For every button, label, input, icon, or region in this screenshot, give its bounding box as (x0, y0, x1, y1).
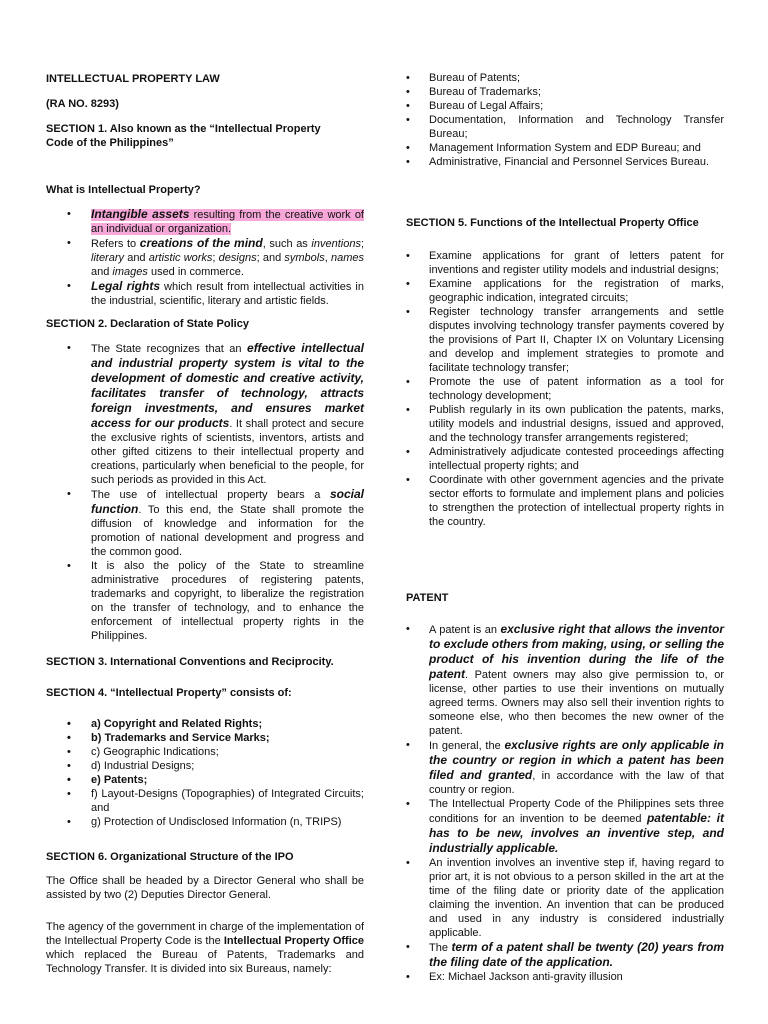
list-item: • Coordinate with other government agencies and the private sector efforts to formulate and implement plans and policies to strengthen the protection of intellectual property rights in the country. (406, 473, 724, 529)
list-item: • An invention involves an inventive step if, having regard to prior art, it is not obvious to a person skilled in the art at the time of the filing date or priority date of the application claiming the invention. An invention that can be produced and used in any industry is considered industrially applicable. (406, 856, 724, 940)
section1-line1: SECTION 1. Also known as the “Intellectual Property (46, 123, 321, 135)
italic: designs (218, 252, 257, 264)
ip-consists-list (46, 717, 364, 829)
emphasis: creations of the mind (139, 236, 263, 250)
what-is-ip-heading: What is Intellectual Property? (46, 184, 201, 196)
section6-heading: SECTION 6. Organizational Structure of the IPO (46, 851, 294, 863)
italic: inventions (311, 238, 361, 250)
text: The use of intellectual property bears a (91, 489, 330, 501)
list-item: • Examine applications for the registration of marks, geographic indication, integrated circuits; (406, 277, 724, 305)
list-item: • Management Information System and EDP Bureau; and (406, 141, 724, 155)
patent-list (406, 622, 724, 984)
document-title: INTELLECTUAL PROPERTY LAW (46, 73, 220, 85)
list-item (46, 207, 364, 236)
emphasis: term of a patent shall be twenty (20) years from the filing date of the application. (429, 940, 724, 969)
list-item: • Documentation, Information and Technology Transfer Bureau; (406, 113, 724, 141)
emphasis: Intangible assets (91, 207, 190, 221)
text: In general, the (429, 740, 505, 752)
text: ; (360, 238, 365, 250)
text: and (124, 252, 149, 264)
list-item: • Publish regularly in its own publication the patents, marks, utility models and industrial designs, issued and approved, and the technology transfer arrangements registered; (406, 403, 724, 445)
list-item (406, 940, 724, 970)
text: , in accordance with the law of that country or region. (429, 770, 724, 796)
section4-heading: SECTION 4. “Intellectual Property” consists of: (46, 687, 292, 699)
ip-definition-list (46, 207, 364, 308)
list-item: • e) Patents; (46, 773, 364, 787)
patent-heading: PATENT (406, 592, 449, 604)
text: resulting from the creative work of an individual or organization. (91, 209, 364, 235)
list-item: • Bureau of Legal Affairs; (406, 99, 724, 113)
text: . It shall protect and secure the exclusive rights of scientists, inventors, artists and other gifted citizens to their intellectual property and creations, particularly when beneficial to the people, for such periods as provided in this Act. (91, 418, 364, 486)
section6-paragraph1: The Office shall be headed by a Director General who shall be assisted by two (2) Deputies Director General. (46, 875, 364, 901)
italic: images (112, 266, 148, 278)
emphasis: exclusive rights are only applicable in the country or region in which a patent has been filed and granted (429, 738, 724, 782)
list-item: • Examine applications for grant of letters patent for inventions and register utility models and industrial designs; (406, 249, 724, 277)
text: , (324, 252, 331, 264)
italic: literary (91, 252, 125, 264)
text: A patent is an (429, 624, 501, 636)
text: ; (212, 252, 219, 264)
bureaus-list (406, 71, 724, 169)
state-policy-list (46, 341, 364, 643)
list-item (406, 738, 724, 797)
text: The (429, 942, 452, 954)
italic: symbols (284, 252, 325, 264)
list-item: • Administrative, Financial and Personnel Services Bureau. (406, 155, 724, 169)
section1-line2: Code of the Philippines” (46, 137, 174, 149)
emphasis: exclusive right that allows the inventor to exclude others from making, using, or selling the product of his invention during the life of the patent (429, 622, 724, 681)
text: The State recognizes that an (91, 343, 248, 355)
section2-heading: SECTION 2. Declaration of State Policy (46, 318, 249, 330)
text: Refers to (91, 238, 140, 250)
text: used in commerce. (147, 266, 244, 278)
section6-paragraph2 (46, 920, 364, 976)
emphasis: Intellectual Property Office (223, 935, 364, 947)
list-item: • Bureau of Trademarks; (406, 85, 724, 99)
list-item: • It is also the policy of the State to streamline administrative procedures of registering patents, trademarks and copyright, to liberalize the registration on the transfer of technology, and to enhance the enforcement of intellectual property rights in the Philippines. (46, 559, 364, 643)
list-item (46, 487, 364, 559)
list-item (46, 236, 364, 279)
text: . To this end, the State shall promote the diffusion of knowledge and information for the promotion of national development and progress and the common good. (91, 504, 364, 558)
emphasis: Legal rights (91, 279, 160, 293)
list-item: • g) Protection of Undisclosed Information (n, TRIPS) (46, 815, 364, 829)
list-item: • a) Copyright and Related Rights; (46, 717, 364, 731)
list-item: • Promote the use of patent information as a tool for technology development; (406, 375, 724, 403)
list-item: • d) Industrial Designs; (46, 759, 364, 773)
list-item: • c) Geographic Indications; (46, 745, 364, 759)
functions-list (406, 249, 724, 529)
list-item: • f) Layout-Designs (Topographies) of Integrated Circuits; and (46, 787, 364, 815)
section5-heading: SECTION 5. Functions of the Intellectual Property Office (406, 217, 699, 229)
text: which result from intellectual activities in the industrial, scientific, literary and artistic fields. (91, 281, 364, 307)
emphasis: effective intellectual and industrial property system is vital to the development of domestic and creative activity, facilitates transfer of technology, attracts foreign investments, and ensures market access for our products (91, 341, 364, 430)
text: ; and (256, 252, 285, 264)
emphasis: patentable: it has to be new, involves an inventive step, and industrially applicable. (429, 811, 724, 855)
list-item (406, 797, 724, 856)
section3-heading: SECTION 3. International Conventions and Reciprocity. (46, 656, 334, 668)
italic: names (330, 252, 364, 264)
ra-number: (RA NO. 8293) (46, 98, 119, 110)
text: The Intellectual Property Code of the Philippines sets three conditions for an invention to be deemed (429, 798, 724, 825)
list-item: • Bureau of Patents; (406, 71, 724, 85)
text: , such as (262, 238, 312, 250)
list-item: • b) Trademarks and Service Marks; (46, 731, 364, 745)
text: . Patent owners may also give permission to, or license, other parties to use their inventions on mutually agreed terms. Owners may also sell their invention rights to someone else, who then becomes the new owner of the patent. (429, 669, 724, 737)
list-item: • Register technology transfer arrangements and settle disputes involving technology transfer payments covered by the provisions of Part II, Chapter IX on Voluntary Licensing and develop and implement strategies to promote and facilitate technology transfer; (406, 305, 724, 375)
list-item: • Administratively adjudicate contested proceedings affecting intellectual property rights; and (406, 445, 724, 473)
list-item: • Ex: Michael Jackson anti-gravity illusion (406, 970, 724, 984)
list-item (406, 622, 724, 738)
list-item (46, 341, 364, 487)
list-item (46, 279, 364, 308)
text: The agency of the government in charge of the implementation of the Intellectual Property Code is the (46, 921, 364, 947)
text: which replaced the Bureau of Patents, Trademarks and Technology Transfer. It is divided into six Bureaus, namely: (46, 949, 364, 975)
emphasis: social function (91, 487, 364, 516)
text: and (91, 266, 113, 278)
italic: artistic works (148, 252, 213, 264)
